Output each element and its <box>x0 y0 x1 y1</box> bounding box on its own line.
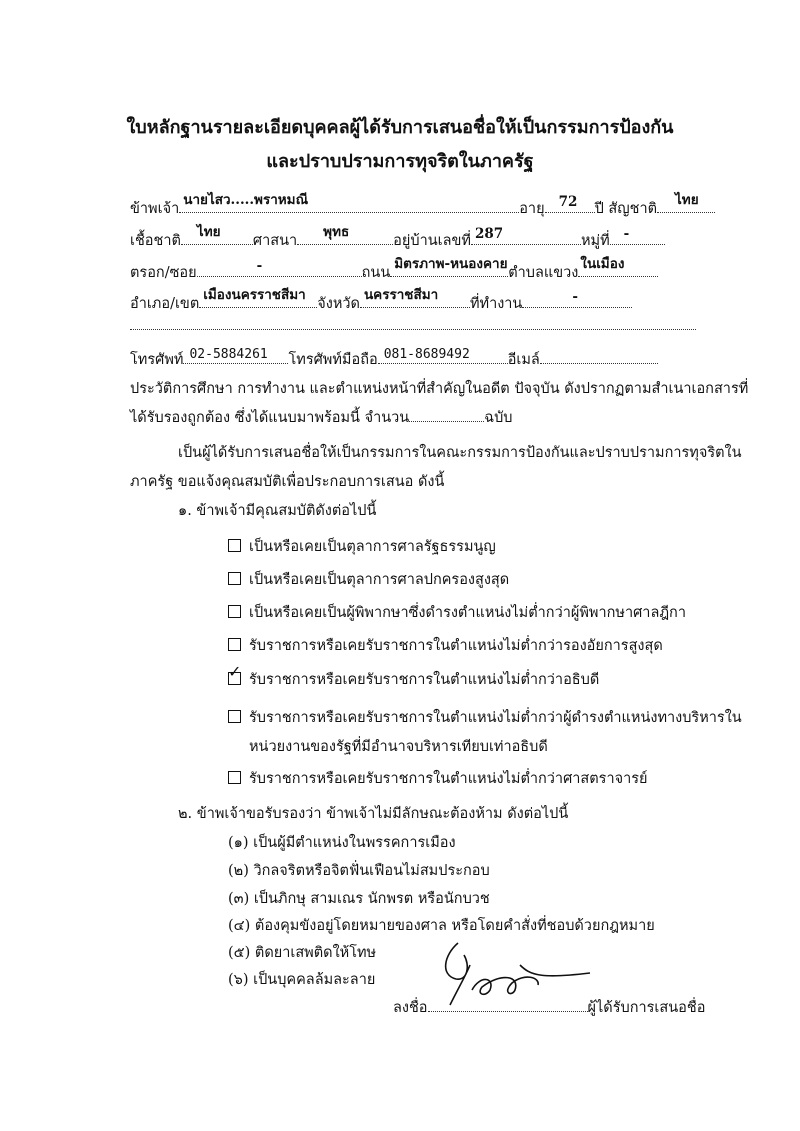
alley-label: ตรอก/ซอย <box>130 265 197 281</box>
signature-role: ผู้ได้รับการเสนอชื่อ <box>587 1000 706 1016</box>
subdistrict-label: ตำบลแขวง <box>508 265 579 281</box>
signature-field[interactable] <box>428 997 588 1013</box>
province-label: จังหวัด <box>317 296 360 312</box>
moo-label: หมู่ที่ <box>580 233 610 249</box>
age-value: 72 <box>558 194 578 210</box>
prohibition-item: (๒) วิกลจริตหรือจิตฟั่นเฟือนไม่สมประกอบ <box>228 863 490 879</box>
name-value: นายไสว.....พราหมณี <box>183 192 309 208</box>
district-value: เมืองนครราชสีมา <box>203 287 306 303</box>
prohibition-item: (๔) ต้องคุมขังอยู่โดยหมายของศาล หรือโดยคำสั่งที่ชอบด้วยกฎหมาย <box>228 918 655 934</box>
qualification-label: รับราชการหรือเคยรับราชการในตำแหน่งไม่ต่ำกว่าอธิบดี <box>249 672 600 688</box>
alley-field[interactable] <box>197 258 362 278</box>
province-field[interactable] <box>360 287 470 309</box>
moo-value: - <box>623 226 630 242</box>
road-label: ถนน <box>361 265 391 281</box>
qualification-checkbox[interactable] <box>228 638 241 651</box>
qualification-checkbox[interactable] <box>228 710 241 723</box>
section2-heading: ๒. ข้าพเจ้าขอรับรองว่า ข้าพเจ้าไม่มีลักษณะต้องห้าม ดังต่อไปนี้ <box>178 806 569 822</box>
email-field[interactable] <box>540 349 658 365</box>
attachment-count-field[interactable] <box>409 407 484 423</box>
prohibition-item: (๕) ติดยาเสพติดให้โทษ <box>228 945 377 961</box>
qualification-item <box>228 706 742 729</box>
qualification-label: รับราชการหรือเคยรับราชการในตำแหน่งไม่ต่ำกว่าผู้ดำรงตำแหน่งทางบริหารใน <box>249 710 742 726</box>
blank-address-field[interactable] <box>130 314 696 330</box>
qualification-label: เป็นหรือเคยเป็นตุลาการศาลปกครองสูงสุด <box>249 572 510 588</box>
name-label: ข้าพเจ้า <box>130 201 180 217</box>
section1-heading: ๑. ข้าพเจ้ามีคุณสมบัติดังต่อไปนี้ <box>178 503 377 519</box>
phone-value: 02-5884261 <box>189 347 268 362</box>
qualification-item <box>228 634 663 657</box>
qualification-item <box>228 767 648 790</box>
qualification-item <box>228 568 509 591</box>
road-field[interactable] <box>390 256 508 278</box>
qualification-label-continued: หน่วยงานของรัฐที่มีอำนาจบริหารเทียบเท่าอธิบดี <box>249 739 548 755</box>
house-no-label: อยู่บ้านเลขที่ <box>393 233 471 249</box>
alley-value: - <box>256 258 263 274</box>
subdistrict-field[interactable] <box>578 256 658 278</box>
workplace-label: ที่ทำงาน <box>469 296 523 312</box>
name-field[interactable] <box>179 192 519 214</box>
religion-field[interactable] <box>297 224 393 246</box>
email-label: อีเมล์ <box>507 352 540 368</box>
district-row <box>130 287 632 315</box>
qualification-item <box>228 535 496 558</box>
qualification-label: รับราชการหรือเคยรับราชการในตำแหน่งไม่ต่ำกว่าศาสตราจารย์ <box>249 771 648 787</box>
qualification-checkbox[interactable] <box>228 605 241 618</box>
blank-row <box>130 314 696 334</box>
contact-row <box>130 348 658 371</box>
mobile-label: โทรศัพท์มือถือ <box>288 352 378 368</box>
race-field[interactable] <box>181 224 253 246</box>
signature-label: ลงชื่อ <box>393 1000 428 1016</box>
race-label: เชื้อชาติ <box>130 233 181 249</box>
prohibition-item: (๖) เป็นบุคคลล้มละลาย <box>228 972 376 988</box>
race-value: ไทย <box>196 224 221 240</box>
intro-line2: ภาครัฐ ขอแจ้งคุณสมบัติเพื่อประกอบการเสนอ ดังนี้ <box>130 474 445 490</box>
road-value: มิตรภาพ-หนองคาย <box>394 256 508 272</box>
history-unit: ฉบับ <box>484 410 513 426</box>
nationality-value: ไทย <box>675 192 699 208</box>
qualification-item <box>228 601 686 624</box>
intro-line1: เป็นผู้ได้รับการเสนอชื่อให้เป็นกรรมการในคณะกรรมการป้องกันและปราบปรามการทุจริตใน <box>178 445 742 461</box>
history-line1: ประวัติการศึกษา การทำงาน และตำแหน่งหน้าที่สำคัญในอดีต ปัจจุบัน ดังปรากฏตามสำเนาเอกสารที่ <box>130 381 749 397</box>
qualification-item-checked <box>228 662 600 691</box>
race-row <box>130 224 665 252</box>
name-row <box>130 192 715 220</box>
moo-field[interactable] <box>610 226 665 246</box>
religion-value: พุทธ <box>323 224 350 240</box>
qualification-checkbox[interactable] <box>228 539 241 552</box>
workplace-field[interactable] <box>522 289 632 309</box>
subdistrict-value: ในเมือง <box>580 256 625 272</box>
qualification-label: เป็นหรือเคยเป็นตุลาการศาลรัฐธรรมนูญ <box>249 539 496 555</box>
prohibition-item: (๓) เป็นภิกษุ สามเณร นักพรต หรือนักบวช <box>228 891 490 907</box>
province-value: นครราชสีมา <box>363 287 439 303</box>
age-label: อายุ <box>519 201 545 217</box>
mobile-value: 081-8689492 <box>383 347 470 362</box>
document-title-line2: และปราบปรามการทุจริตในภาครัฐ <box>266 151 534 172</box>
house-no-value: 287 <box>474 226 504 242</box>
checkmark-icon: ✓ <box>228 662 242 681</box>
address-row <box>130 256 658 284</box>
district-field[interactable] <box>199 287 317 309</box>
prohibition-item: (๑) เป็นผู้มีตำแหน่งในพรรคการเมือง <box>228 835 456 851</box>
qualification-checkbox[interactable] <box>228 771 241 784</box>
qualification-label: รับราชการหรือเคยรับราชการในตำแหน่งไม่ต่ำกว่ารองอัยการสูงสุด <box>249 638 663 654</box>
phone-field[interactable] <box>183 349 288 365</box>
qualification-checkbox[interactable] <box>228 572 241 585</box>
house-no-field[interactable] <box>471 226 581 246</box>
history-text: ได้รับรองถูกต้อง ซึ่งได้แนบมาพร้อมนี้ จำนวน <box>130 410 410 426</box>
age-field[interactable] <box>545 194 595 214</box>
district-label: อำเภอ/เขต <box>130 296 200 312</box>
qualification-checkbox-checked[interactable] <box>228 662 242 685</box>
phone-label: โทรศัพท์ <box>130 352 184 368</box>
history-line2 <box>130 406 512 429</box>
document-title-line1: ใบหลักฐานรายละเอียดบุคคลผู้ได้รับการเสนอชื่อให้เป็นกรรมการป้องกัน <box>126 117 674 138</box>
religion-label: ศาสนา <box>252 233 298 249</box>
mobile-field[interactable] <box>378 349 508 365</box>
signature-row <box>393 996 705 1019</box>
nationality-field[interactable] <box>657 192 715 214</box>
age-unit-label: ปี สัญชาติ <box>594 201 657 217</box>
qualification-label: เป็นหรือเคยเป็นผู้พิพากษาซึ่งดำรงตำแหน่งไม่ต่ำกว่าผู้พิพากษาศาลฎีกา <box>249 605 686 621</box>
workplace-value: - <box>572 289 578 305</box>
